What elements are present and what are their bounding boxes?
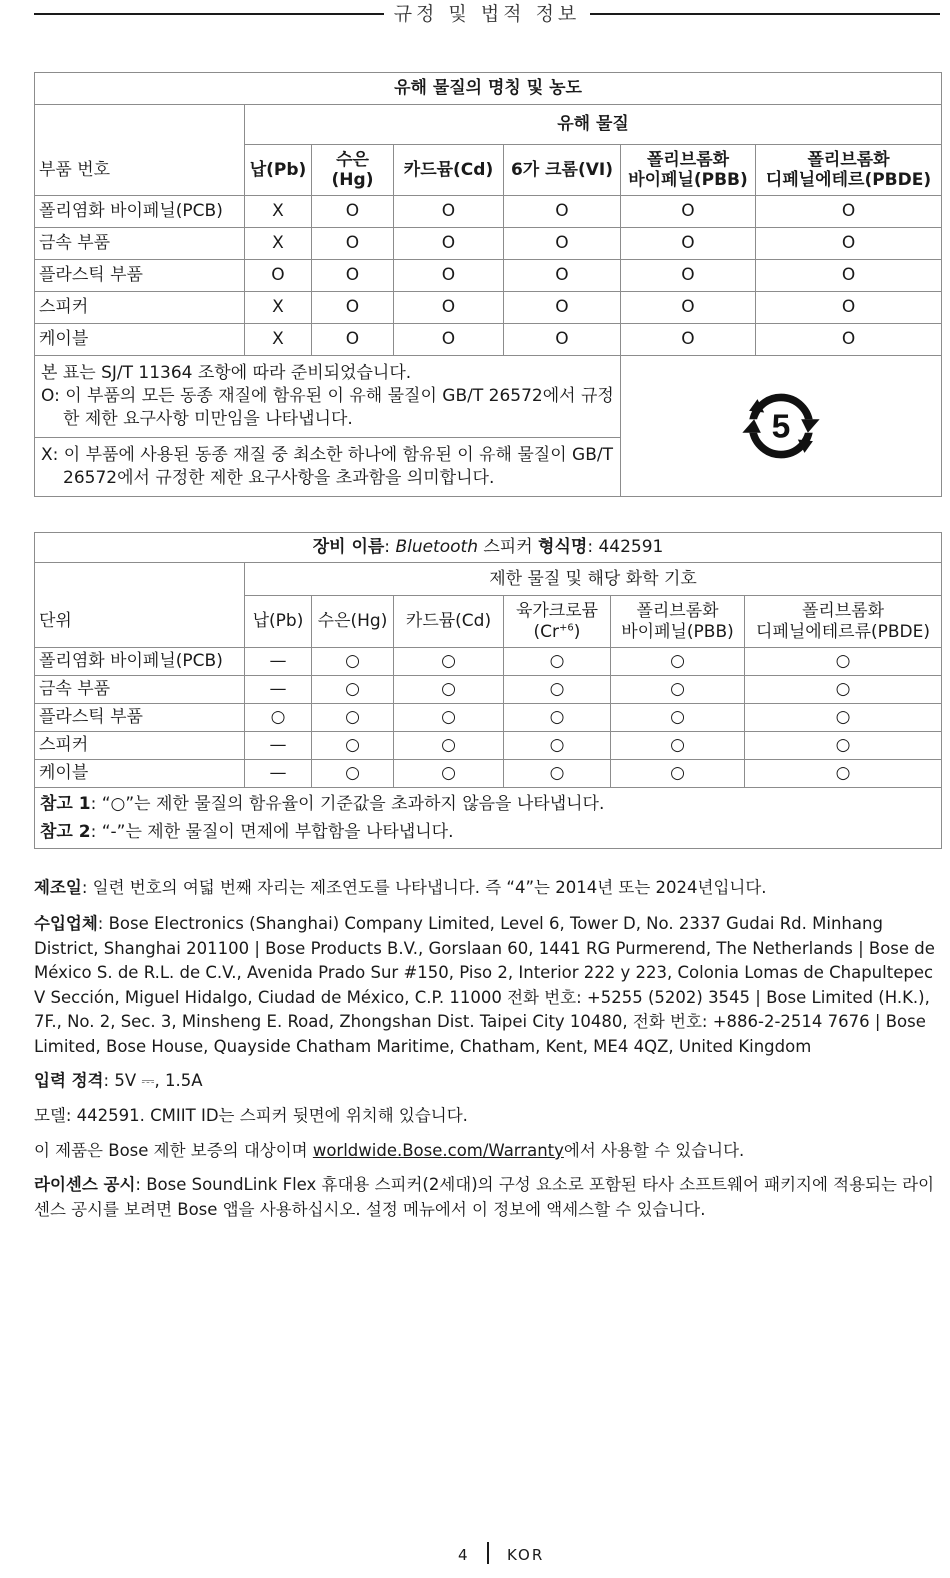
title-colon: : — [384, 537, 396, 558]
table-row — [35, 292, 942, 324]
table1-col-header-line: 폴리브롬화 — [807, 149, 890, 170]
table2-notes — [35, 788, 942, 849]
table-cell: — — [245, 760, 312, 788]
table1-col-header-line: 폴리브롬화 — [646, 149, 730, 170]
table-cell: ○ — [504, 732, 611, 760]
table-cell: O — [312, 292, 394, 324]
table-cell: O — [504, 324, 621, 356]
table1-col-header: 카드뮴(Cd) — [394, 145, 504, 196]
table-cell: ○ — [504, 704, 611, 732]
row-label: 금속 부품 — [35, 676, 245, 704]
table2-unit-header: 단위 — [35, 596, 245, 648]
table-row — [35, 324, 942, 356]
environment-protection-use-period-icon — [739, 384, 823, 468]
table-cell: X — [245, 196, 312, 228]
table1-title: 유해 물질의 명칭 및 농도 — [35, 73, 942, 105]
table-cell: O — [394, 260, 504, 292]
table1-col-header-line: 디페닐에테르(PBDE) — [765, 170, 932, 190]
table1-note: X: 이 부품에 사용된 동종 재질 중 최소한 하나에 함유된 이 유해 물질이 GB/T 26572에서 규정한 제한 요구사항을 초과함을 의미합니다. — [35, 437, 621, 496]
table-cell: O — [756, 292, 942, 324]
table-cell: X — [245, 228, 312, 260]
table2-col-header: 카드뮴(Cd) — [394, 596, 504, 648]
table-cell: O — [621, 260, 756, 292]
mfg-text: : 일련 번호의 여덟 번째 자리는 제조연도를 나타냅니다. 즉 “4”는 2014년 또는 2024년입니다. — [81, 878, 767, 897]
table-cell: ○ — [745, 676, 942, 704]
chromium-formula — [534, 622, 581, 642]
table-cell: ○ — [394, 676, 504, 704]
table-row — [35, 676, 942, 704]
table-cell: ○ — [245, 704, 312, 732]
table2-group-header: 제한 물질 및 해당 화학 기호 — [245, 563, 942, 596]
model-paragraph — [34, 1104, 940, 1129]
note-label: 참고 1 — [40, 794, 91, 814]
manufacture-date-paragraph — [34, 876, 940, 901]
table-cell: ○ — [312, 732, 394, 760]
table-cell: ○ — [394, 760, 504, 788]
table-cell: O — [621, 196, 756, 228]
device-name-value: 스피커 — [477, 537, 539, 558]
table-cell: — — [245, 732, 312, 760]
row-label: 케이블 — [35, 760, 245, 788]
table-cell: ○ — [611, 760, 745, 788]
table-row — [35, 760, 942, 788]
table-cell: ○ — [611, 704, 745, 732]
table2-col-header — [611, 596, 745, 648]
table-cell: O — [756, 228, 942, 260]
table-cell: O — [504, 196, 621, 228]
mfg-label: 제조일 — [34, 878, 82, 897]
table-cell: — — [245, 648, 312, 676]
table-cell: O — [312, 324, 394, 356]
device-name-label: 장비 이름 — [312, 537, 385, 558]
table-row — [35, 196, 942, 228]
warranty-link[interactable]: worldwide.Bose.com/Warranty — [312, 1141, 564, 1160]
model-text: 모델: 442591. CMIIT ID는 스피커 뒷면에 위치해 있습니다. — [34, 1106, 468, 1125]
row-label: 폴리염화 바이페닐(PCB) — [35, 648, 245, 676]
table1-group-header: 유해 물질 — [245, 105, 942, 145]
table-cell: ○ — [504, 676, 611, 704]
chromium-charge: +6 — [559, 621, 574, 633]
table-cell: O — [312, 260, 394, 292]
license-label: 라이센스 공시 — [34, 1175, 136, 1194]
table-cell: O — [394, 196, 504, 228]
table-cell: X — [245, 324, 312, 356]
language-code: KOR — [507, 1546, 545, 1564]
table-cell: ○ — [394, 648, 504, 676]
license-paragraph — [34, 1173, 940, 1222]
table1-col-header: 6가 크롬(VI) — [504, 145, 621, 196]
table-cell: — — [245, 676, 312, 704]
table-row — [35, 648, 942, 676]
page-number: 4 — [458, 1546, 468, 1564]
table2-title — [35, 533, 942, 563]
dc-symbol-icon: ⎓ — [141, 1071, 155, 1090]
table-cell: O — [504, 228, 621, 260]
table-cell: ○ — [312, 760, 394, 788]
table-cell: ○ — [611, 732, 745, 760]
row-label: 플라스틱 부품 — [35, 704, 245, 732]
table2-col-header-line: 폴리브롬화 — [636, 601, 719, 622]
row-label: 스피커 — [35, 732, 245, 760]
importer-text: : Bose Electronics (Shanghai) Company Limited, Level 6, Tower D, No. 2337 Gudai Rd. Minhang District, Shanghai 201100 | Bose Products B.V., Gorslaan 60, 1441 RG Purmerend, The Netherlands | Bose de México S. de R.L. de C.V., Avenida Prado Sur #150, Piso 2, Interior 222 y 223, Colonia Lomas de Chapultepec V Sección, Miguel Hidalgo, Ciudad de México, C.P. 11000 전화 번호: +5255 (5202) 3545 | Bose Limited (H.K.), 7F., No. 2, Sec. 3, Minsheng E. Road, Zhongshan Dist. Taipei City 10480, 전화 번호: +886-2-2514 7676 | Bose Limited, Bose House, Quayside Chatham Maritime, Chatham, Kent, ME4 4QZ, United Kingdom — [34, 914, 935, 1056]
section-title: 규정 및 법적 정보 — [384, 3, 591, 25]
table-cell: O — [312, 228, 394, 260]
hazardous-substances-table — [34, 72, 942, 497]
table2-col-header — [745, 596, 942, 648]
model-value: : 442591 — [587, 537, 664, 558]
note-label: 참고 2 — [40, 822, 91, 842]
table-cell: O — [394, 324, 504, 356]
table1-col-header — [756, 145, 942, 196]
importer-label: 수입업체 — [34, 914, 98, 933]
table-cell: ○ — [504, 760, 611, 788]
table-row — [35, 228, 942, 260]
table-cell: ○ — [611, 676, 745, 704]
table2-col-header-line: 바이페닐(PBB) — [621, 621, 734, 642]
table-cell: O — [394, 228, 504, 260]
table2-col-header-line: 디페닐에테르류(PBDE) — [756, 621, 930, 642]
table1-note: 본 표는 SJ/T 11364 조항에 따라 준비되었습니다. — [41, 363, 412, 383]
table-row — [35, 704, 942, 732]
table-cell: O — [756, 324, 942, 356]
table2-note — [40, 790, 936, 818]
table-cell: ○ — [394, 704, 504, 732]
device-name-italic: Bluetooth — [395, 537, 478, 558]
table-cell: O — [504, 292, 621, 324]
table2-col-header: 수은(Hg) — [312, 596, 394, 648]
symbol-number: 5 — [771, 408, 791, 446]
restricted-substances-table — [34, 532, 942, 849]
license-text: : Bose SoundLink Flex 휴대용 스피커(2세대)의 구성 요소로 포함된 타사 소프트웨어 패키지에 적용되는 라이센스 공시를 보려면 Bose 앱을 사용하십시오. 설정 메뉴에서 이 정보에 액세스할 수 있습니다. — [34, 1175, 935, 1219]
table1-note: O: 이 부품의 모든 동종 재질에 함유된 이 유해 물질이 GB/T 26572에서 규정한 제한 요구사항 미만임을 나타냅니다. — [41, 385, 614, 429]
table-cell: ○ — [745, 732, 942, 760]
table1-col-header — [621, 145, 756, 196]
table1-notes — [35, 356, 621, 438]
chromium-symbol: (Cr — [533, 621, 560, 642]
warranty-prefix: 이 제품은 Bose 제한 보증의 대상이며 — [34, 1141, 313, 1160]
symbol-cell — [621, 356, 942, 497]
row-label: 케이블 — [35, 324, 245, 356]
row-label: 플라스틱 부품 — [35, 260, 245, 292]
table-cell: O — [504, 260, 621, 292]
table-row — [35, 732, 942, 760]
table2-col-header-line: 폴리브롬화 — [801, 601, 885, 622]
table-cell: O — [245, 260, 312, 292]
table-cell: O — [312, 196, 394, 228]
importer-paragraph — [34, 912, 940, 1060]
note-text: : “○”는 제한 물질의 함유율이 기준값을 초과하지 않음을 나타냅니다. — [90, 794, 605, 814]
table1-corner — [35, 105, 245, 145]
row-label: 스피커 — [35, 292, 245, 324]
table-cell: ○ — [312, 648, 394, 676]
table-cell: ○ — [745, 704, 942, 732]
row-label: 폴리염화 바이페닐(PCB) — [35, 196, 245, 228]
table-cell: O — [756, 196, 942, 228]
warranty-paragraph — [34, 1139, 940, 1164]
table2-note — [40, 818, 936, 846]
table2-col-header — [504, 596, 611, 648]
warranty-suffix: 에서 사용할 수 있습니다. — [563, 1141, 745, 1160]
table-row — [35, 260, 942, 292]
model-label: 형식명 — [538, 537, 588, 558]
table-cell: ○ — [745, 648, 942, 676]
row-label: 금속 부품 — [35, 228, 245, 260]
table-cell: ○ — [611, 648, 745, 676]
table-cell: ○ — [312, 676, 394, 704]
footer-divider — [487, 1542, 489, 1564]
table1-col-header: 수은(Hg) — [312, 145, 394, 196]
table-cell: X — [245, 292, 312, 324]
table-cell: ○ — [394, 732, 504, 760]
table1-col-header: 납(Pb) — [245, 145, 312, 196]
section-header — [34, 0, 940, 28]
table1-part-header: 부품 번호 — [35, 145, 245, 196]
table-cell: ○ — [312, 704, 394, 732]
table-cell: O — [394, 292, 504, 324]
input-label: 입력 정격 — [34, 1071, 104, 1090]
input-suffix: , 1.5A — [154, 1071, 203, 1090]
table-cell: O — [621, 292, 756, 324]
table-cell: O — [621, 324, 756, 356]
table1-col-header-line: 바이페닐(PBB) — [628, 170, 748, 190]
input-prefix: : 5V — [103, 1071, 142, 1090]
table-cell: O — [621, 228, 756, 260]
table-cell: ○ — [504, 648, 611, 676]
table2-corner — [35, 563, 245, 596]
note-text: : “-”는 제한 물질이 면제에 부합함을 나타냅니다. — [90, 822, 454, 842]
table-cell: ○ — [745, 760, 942, 788]
table-cell: O — [756, 260, 942, 292]
chromium-paren: ) — [573, 621, 581, 642]
table2-col-header-line: 육가크로뮴 — [515, 601, 599, 622]
input-rating-paragraph — [34, 1069, 940, 1094]
table2-col-header: 납(Pb) — [245, 596, 312, 648]
